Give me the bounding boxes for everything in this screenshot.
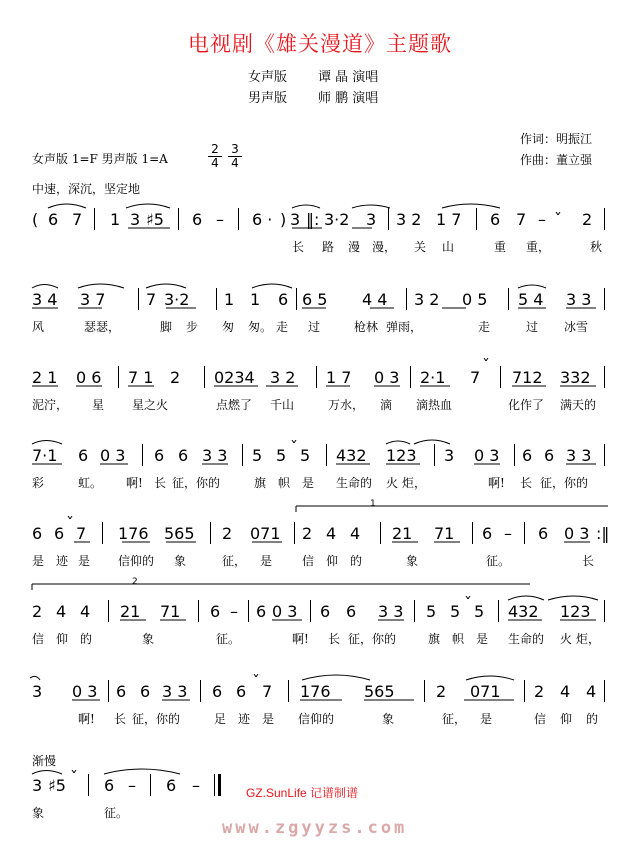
slur-marks <box>30 518 610 548</box>
volta-1-label: 1 <box>370 499 376 509</box>
male-singer: 师 鹏 演唱 <box>318 91 379 106</box>
score-line-1: ( 6 7 1 3 ♯5 6 – 6 · ) 3 ‖: 3·2 3 3 2 1 7 6 7 – ˇ 2 长 路 漫 漫， 关 山 重 重， 秋 <box>30 204 610 268</box>
score-line-5: 6 6 ˇ 7 176 565 2 071 2 4 4 21 71 6 – 6 0 3 :‖ 是 迹 是 信仰的 象 征， 是 信 仰 的 象 征。 长 <box>32 514 610 568</box>
score-line-4: 7·1 6 0 3 6 6 3 3 5 5 ˇ 5 432 123 3 0 3 6 6 3 3 彩 虹。 啊! 长 征，你的 旗 帜 是 生命的 火 炬， 啊! 长 征，你的 <box>30 440 610 504</box>
score-line-7: 3 0 3 6 6 3 3 6 6 ˇ 7 176 565 2 071 2 4 4 啊! 长 征，你的 足 迹 是 信仰的 象 征， 是 信 仰 的 <box>30 676 610 740</box>
lyricist-credit: 作词：明振江 <box>520 132 593 146</box>
score-line-3: 2 1 0 6 7 1 2 0234 3 2 1 7 0 3 2·1 7 ˇ 712 332 泥泞， 星 星之火 点燃了 千山 万水， 滴 滴热血 化作了 满天的 <box>30 362 610 426</box>
volta-2-label: 2 <box>132 577 138 587</box>
volta-1-bracket <box>294 502 614 514</box>
female-singer: 谭 晶 演唱 <box>318 70 379 85</box>
time-signature-2-4: 2 4 <box>208 143 222 170</box>
score-line-2: 3 4 3 7 7 3·2 1 1 6 6 5 4 4 3 2 0 5 5 4 3 3 风 瑟瑟， 脚 步 匆 匆。 走 过 枪林 弹雨， 走 过 冰雪 <box>30 284 610 348</box>
key-signature: 女声版 1=F 男声版 1=A <box>32 152 168 166</box>
watermark-url: www.zgyyzs.com <box>222 818 408 838</box>
time-signature-3-4: 3 4 <box>228 143 242 170</box>
ritardando-marking: 渐慢 <box>32 754 57 768</box>
volta-2-bracket <box>30 580 540 592</box>
page-title: 电视剧《雄关漫道》主题歌 <box>188 32 452 56</box>
score-line-8: 3 ♯5 ˇ 6 – 6 – 象 征。 <box>30 770 250 834</box>
transcriber-credit: GZ.SunLife 记谱制谱 <box>246 786 359 800</box>
score-line-6: 2 4 4 21 71 6 – 6 0 3 6 6 3 3 5 5 ˇ 5 432 123 信 仰 的 象 征。 啊! 长 征，你的 旗 帜 是 生命的 火 炬， <box>30 596 610 660</box>
male-version-label: 男声版 <box>248 91 288 106</box>
composer-credit: 作曲：董立强 <box>520 153 593 167</box>
tempo-marking: 中速，深沉，坚定地 <box>32 182 141 196</box>
female-version-label: 女声版 <box>248 70 288 85</box>
